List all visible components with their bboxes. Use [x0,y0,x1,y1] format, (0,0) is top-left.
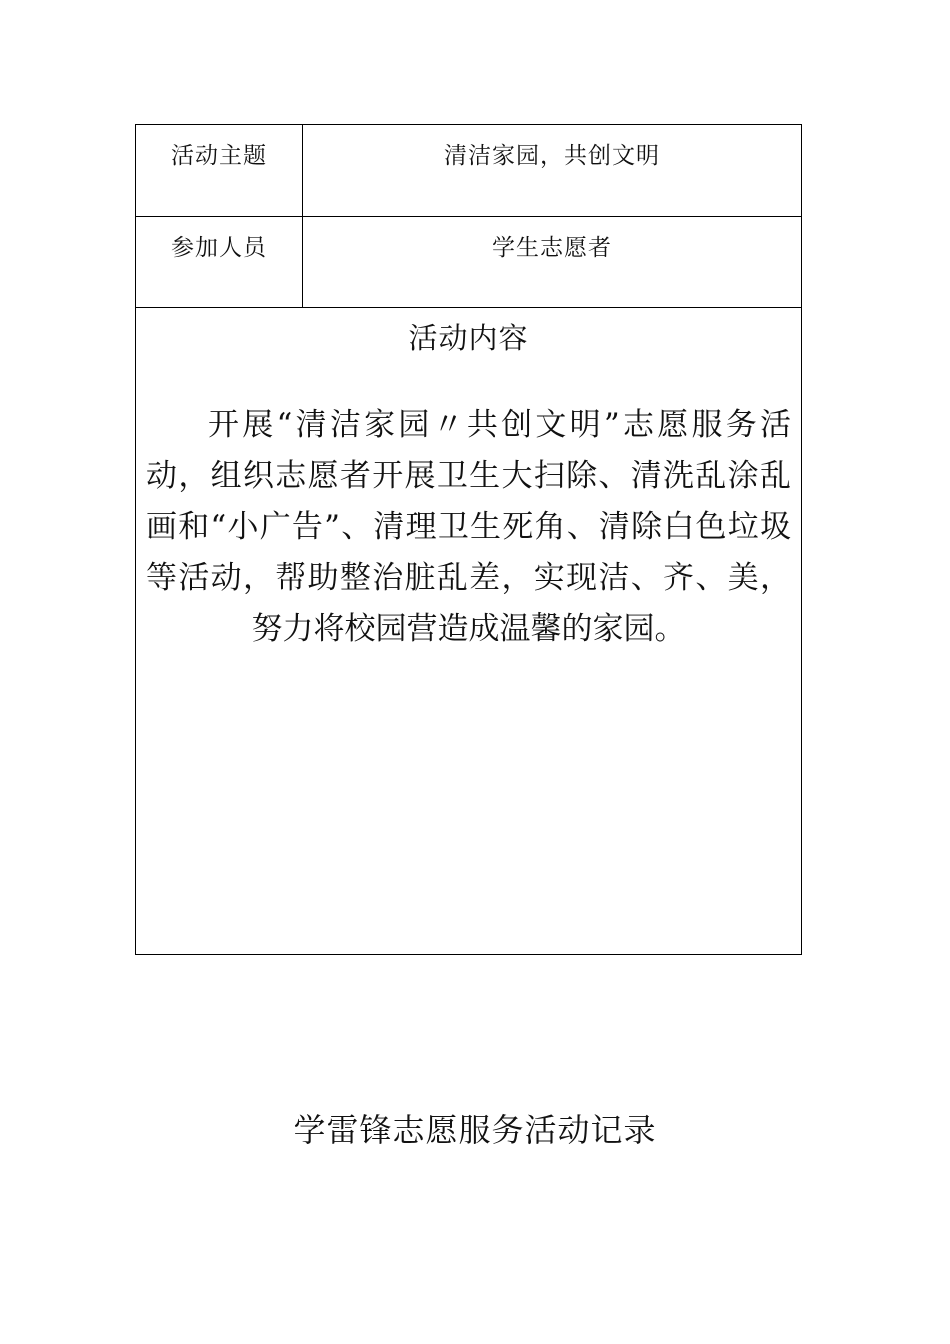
record-title: 学雷锋志愿服务活动记录 [293,1111,657,1149]
theme-value: 清洁家园，共创文明 [444,143,660,169]
participants-value: 学生志愿者 [492,235,612,261]
theme-label: 活动主题 [136,125,303,216]
theme-row [136,125,801,217]
content-section [136,308,801,954]
activity-form-table [135,124,802,955]
content-body: 开展“清洁家园〃共创文明”志愿服务活动，组织志愿者开展卫生大扫除、清洗乱涂乱画和“小广告”、清理卫生死角、清除白色垃圾等活动，帮助整治脏乱差，实现洁、齐、美，努力将校园营造成温馨的家园。 [146,407,791,647]
participants-label: 参加人员 [136,217,303,307]
participants-row [136,217,801,308]
content-heading: 活动内容 [408,321,529,355]
